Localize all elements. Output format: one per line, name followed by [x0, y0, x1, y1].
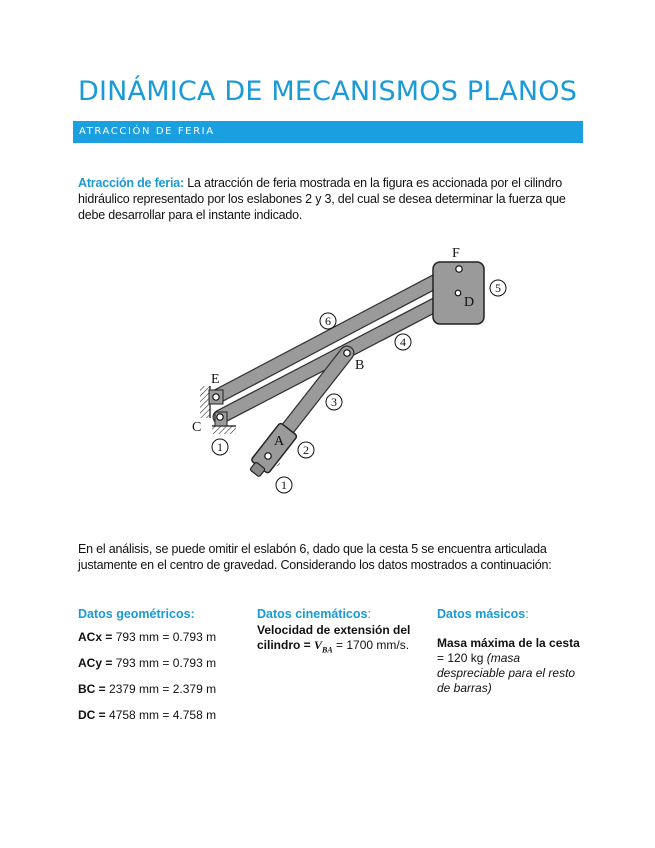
pin-a	[265, 453, 271, 459]
label-a: A	[274, 434, 285, 449]
intro-paragraph	[78, 175, 578, 223]
label-f: F	[452, 246, 460, 261]
kinematic-data	[257, 607, 412, 669]
geo-acx-value: 793 mm = 0.793 m	[112, 630, 217, 644]
velocity-symbol	[314, 638, 333, 655]
section-banner-label: ATRACCIÓN DE FERIA	[79, 126, 215, 137]
geo-bc-label: BC =	[78, 682, 106, 696]
kinematic-value: = 1700 mm/s.	[332, 638, 410, 652]
label-e: E	[211, 372, 220, 387]
velocity-subscript: BA	[322, 645, 333, 655]
page-title: DINÁMICA DE MECANISMOS PLANOS	[78, 76, 578, 107]
ground-c-hatch	[212, 426, 236, 434]
badge-1a-label: 1	[217, 440, 223, 454]
badge-2-label: 2	[303, 443, 309, 457]
mass-label: Masa máxima de la cesta	[437, 636, 580, 650]
geo-row-acy	[78, 656, 238, 671]
kinematic-heading	[257, 607, 412, 622]
mechanism-figure	[190, 236, 520, 496]
mass-basket	[437, 636, 587, 696]
mass-note: (masa despreciable para el resto de barras)	[437, 651, 576, 695]
mass-heading-colon: :	[525, 607, 529, 621]
intro-lead: Atracción de feria:	[78, 176, 184, 190]
geo-dc-value: 4758 mm = 4.758 m	[105, 708, 217, 722]
kinematic-heading-colon: :	[367, 607, 371, 621]
link-6-fill	[216, 269, 459, 397]
label-b: B	[355, 358, 365, 373]
label-c: C	[192, 420, 202, 435]
badge-4-label: 4	[400, 335, 406, 349]
geo-dc-label: DC =	[78, 708, 106, 722]
analysis-paragraph: En el análisis, se puede omitir el eslabón 6, dado que la cesta 5 se encuentra articulada justamente en el centro de gravedad. Considerando los datos mostrados a continuación:	[78, 542, 552, 572]
pin-f	[456, 266, 462, 272]
kinematic-label: Velocidad de extensión del cilindro =	[257, 623, 411, 652]
label-d: D	[464, 295, 475, 310]
geo-acy-value: 793 mm = 0.793 m	[112, 656, 217, 670]
intro-text: La atracción de feria mostrada en la figura es accionada por el cilindro hidráulico representado por los eslabones 2 y 3, del cual se desea determinar la fuerza que debe desarrollar para el instante indicado.	[78, 176, 566, 222]
velocity-symbol-letter: V	[314, 638, 323, 652]
badge-5-label: 5	[495, 281, 501, 295]
geo-acx-label: ACx =	[78, 630, 113, 644]
badge-3-label: 3	[331, 395, 337, 409]
mass-heading	[437, 607, 587, 622]
pin-b	[344, 350, 350, 356]
badge-1b-label: 1	[281, 478, 287, 492]
pin-c	[217, 414, 223, 420]
kinematic-velocity	[257, 623, 412, 657]
mass-value: = 120 kg	[437, 651, 487, 665]
geometric-heading: Datos geométricos:	[78, 607, 195, 621]
section-banner	[73, 121, 583, 143]
geo-acy-label: ACy =	[78, 656, 113, 670]
geometric-data	[78, 607, 238, 734]
geo-bc-value: 2379 mm = 2.379 m	[105, 682, 217, 696]
pin-e	[213, 394, 219, 400]
geo-row-bc	[78, 682, 238, 697]
link-2-cylinder	[246, 422, 298, 480]
pin-d	[455, 290, 461, 296]
geo-row-acx	[78, 630, 238, 645]
badge-6-label: 6	[325, 314, 331, 328]
geo-row-dc	[78, 708, 238, 723]
mass-heading-text: Datos másicos	[437, 607, 526, 621]
kinematic-heading-text: Datos cinemáticos	[257, 607, 368, 621]
mass-data	[437, 607, 587, 708]
